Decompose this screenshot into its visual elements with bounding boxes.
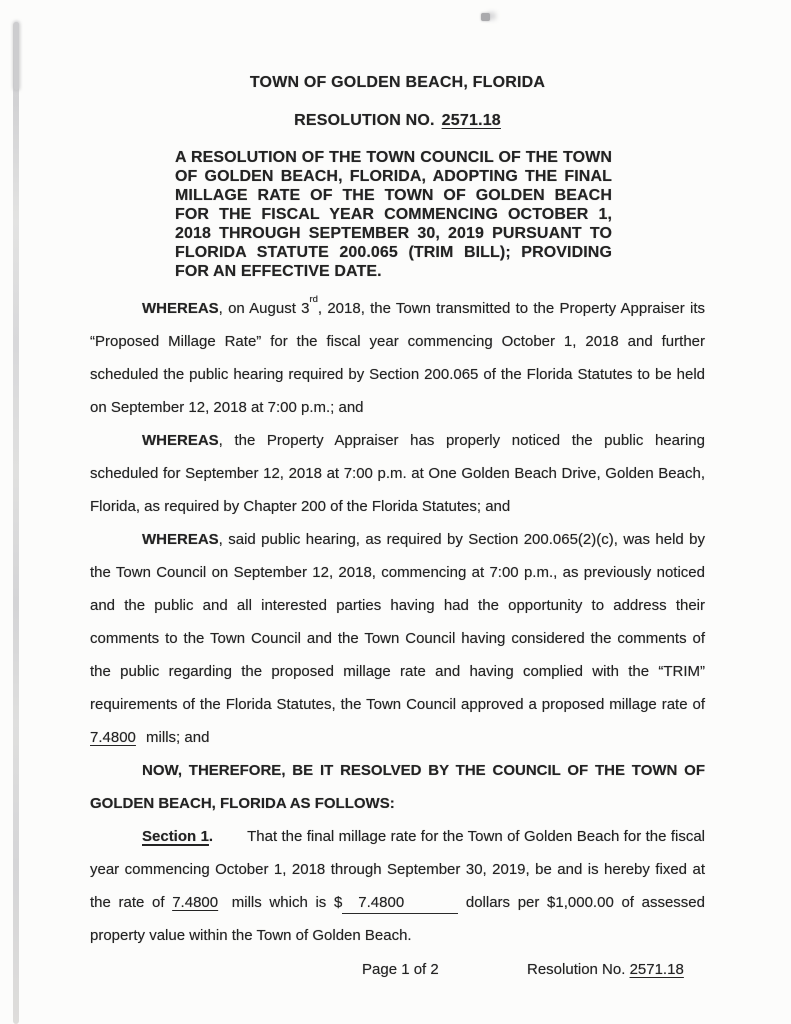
whereas-lead: WHEREAS [142, 300, 219, 317]
paragraph-text: , 2018, the Town transmitted to the Property Appraiser its “Proposed Millage Rate” for the fiscal year commencing October 1, 2018 and further scheduled the public hearing required by Section 200.065 of the Florida Statutes to be held on September 12, 2018 at 7:00 p.m.; and [90, 300, 705, 416]
section-1-paragraph [90, 820, 705, 952]
caption-line: FOR AN EFFECTIVE DATE. [175, 263, 382, 280]
caption-line: OF GOLDEN BEACH, FLORIDA, ADOPTING THE FINAL [175, 168, 612, 185]
paragraph-text: , said public hearing, as required by Section 200.065(2)(c), was held by the Town Council on September 12, 2018, commencing at 7:00 p.m., as previously noticed and the public and all interested parties having had the opportunity to address their comments to the Town Council and the Town Council having considered the comments of the public regarding the proposed millage rate and having complied with the “TRIM” requirements of the Florida Statutes, the Town Council approved a proposed millage rate of [90, 531, 705, 713]
paragraph-text: , the Property Appraiser has properly noticed the public hearing scheduled for September 12, 2018 at 7:00 p.m. at One Golden Beach Drive, Golden Beach, Florida, as required by Chapter 200 of the Florida Statutes; and [90, 432, 705, 515]
whereas-lead: WHEREAS [142, 531, 219, 548]
final-millage-rate-value: 7.4800 [172, 894, 219, 911]
whereas-paragraph-1 [90, 288, 705, 424]
resolution-body [90, 288, 705, 952]
section-1-period: . [208, 828, 214, 845]
whereas-lead: WHEREAS [142, 432, 219, 449]
paragraph-text: mills; and [141, 729, 210, 746]
resolution-caption-block [175, 148, 612, 281]
footer-resolution-label: Resolution No. [527, 961, 626, 978]
proposed-millage-rate-value: 7.4800 [90, 729, 136, 746]
resolution-heading [90, 112, 705, 129]
paragraph-text: , on August 3 [218, 300, 310, 317]
now-therefore-clause: NOW, THEREFORE, BE IT RESOLVED BY THE COUNCIL OF THE TOWN OF GOLDEN BEACH, FLORIDA AS FOLLOWS: [90, 762, 705, 812]
caption-line: A RESOLUTION OF THE TOWN COUNCIL OF THE TOWN [175, 149, 612, 166]
caption-line: FOR THE FISCAL YEAR COMMENCING OCTOBER 1, [175, 206, 612, 223]
resolution-heading-label: RESOLUTION NO. [294, 112, 435, 129]
document-title: TOWN OF GOLDEN BEACH, FLORIDA [249, 74, 546, 91]
footer-resolution-reference [527, 960, 684, 980]
paragraph-text: dollars per $1,000.00 of assessed property value within the Town of Golden Beach. [90, 894, 705, 944]
caption-line: FLORIDA STATUTE 200.065 (TRIM BILL); PROVIDING [175, 244, 612, 261]
footer-resolution-number: 2571.18 [629, 961, 684, 978]
page-number: Page 1 of 2 [362, 961, 439, 978]
whereas-paragraph-3 [90, 523, 705, 754]
resolution-heading-number: 2571.18 [441, 112, 501, 129]
caption-line: 2018 THROUGH SEPTEMBER 30, 2019 PURSUANT TO [175, 225, 612, 242]
ordinal-superscript: rd [309, 294, 318, 305]
paragraph-text: That the final millage rate for the Town of Golden Beach for the fiscal year commencing October 1, 2018 through September 30, 2019, be and is hereby fixed at the rate of [90, 828, 705, 911]
section-1-label: Section 1 [142, 828, 209, 845]
paragraph-text: mills which is $ [224, 894, 343, 911]
caption-line: MILLAGE RATE OF THE TOWN OF GOLDEN BEACH [175, 187, 612, 204]
dollar-amount-blank: 7.4800 [342, 895, 458, 914]
whereas-paragraph-2 [90, 424, 705, 523]
